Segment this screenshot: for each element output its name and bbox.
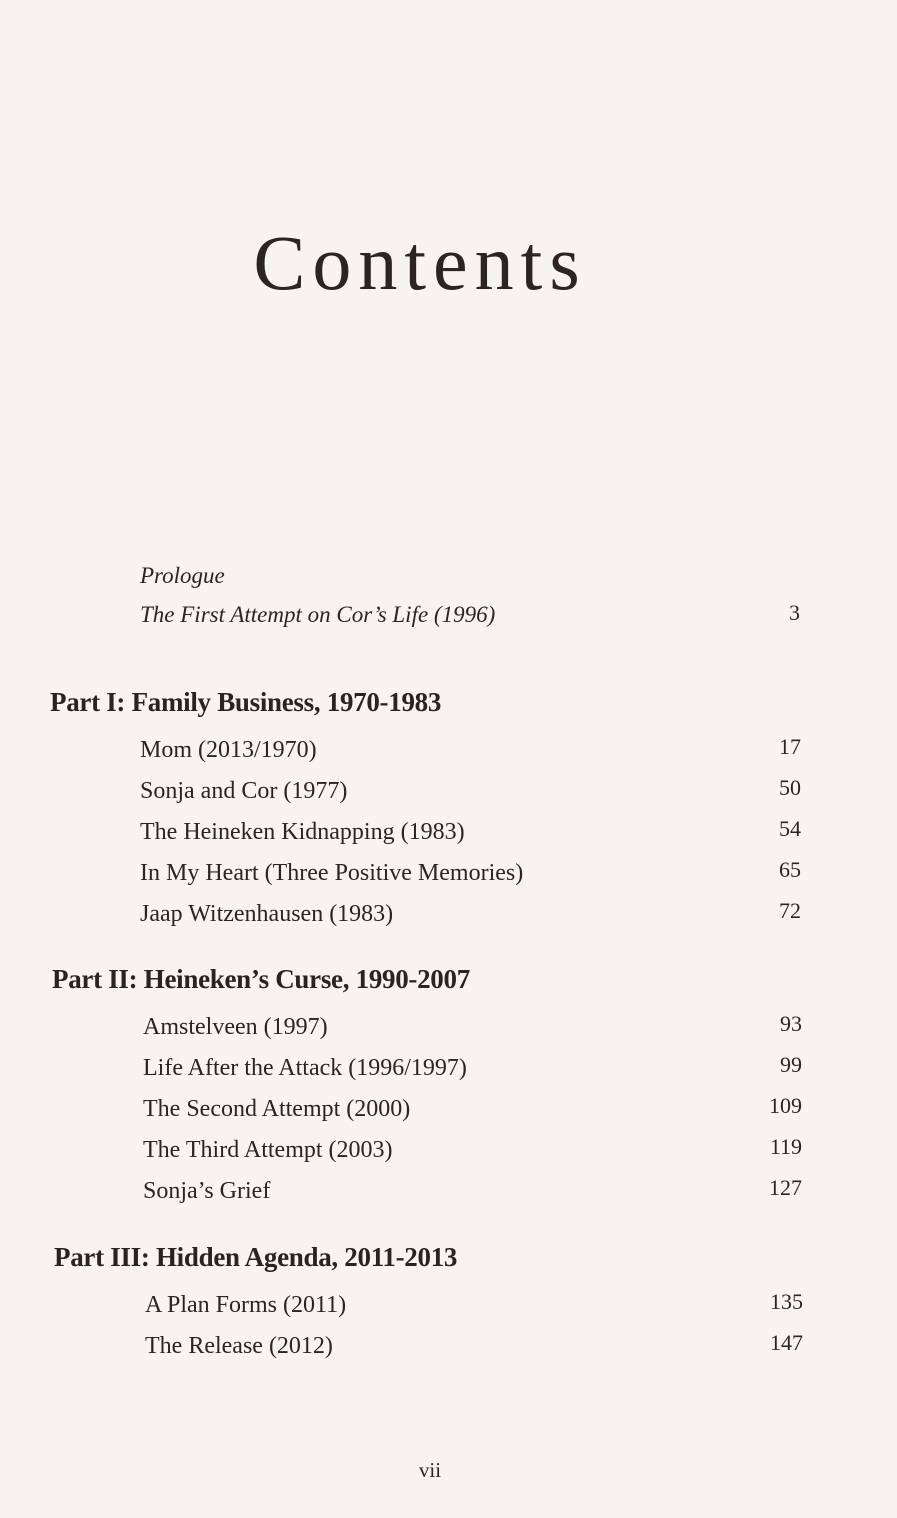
toc-entry-page: 17 <box>779 734 801 759</box>
toc-entry-page: 147 <box>770 1330 803 1355</box>
prologue-label: Prologue <box>140 563 225 588</box>
toc-entry-title: Sonja’s Grief <box>143 1178 271 1204</box>
toc-entry-title: Sonja and Cor (1977) <box>140 778 348 804</box>
toc-entry-title: The Release (2012) <box>145 1333 333 1359</box>
toc-entry-title: Amstelveen (1997) <box>143 1014 328 1040</box>
toc-entry-title: The Second Attempt (2000) <box>143 1096 411 1122</box>
toc-entry-title: Life After the Attack (1996/1997) <box>143 1055 467 1081</box>
toc-entry-page: 54 <box>779 816 801 841</box>
toc-entry-title: The Heineken Kidnapping (1983) <box>140 819 465 845</box>
toc-entry-page: 119 <box>769 1134 802 1159</box>
toc-entry-page: 50 <box>779 775 801 800</box>
toc-entry-title: Jaap Witzenhausen (1983) <box>140 901 394 927</box>
part-3-heading: Part III: Hidden Agenda, 2011-2013 <box>54 1242 458 1272</box>
part-1-heading: Part I: Family Business, 1970-1983 <box>50 687 442 717</box>
prologue-page-number: 3 <box>789 600 800 625</box>
page-title: Contents <box>253 219 587 306</box>
page-folio: vii <box>418 1458 442 1482</box>
toc-entry-page: 93 <box>780 1011 802 1036</box>
toc-entry-page: 99 <box>780 1052 802 1077</box>
toc-entry-title: Mom (2013/1970) <box>140 737 317 763</box>
toc-entry-page: 65 <box>779 857 801 882</box>
part-2-heading: Part II: Heineken’s Curse, 1990-2007 <box>52 964 470 994</box>
toc-entry-page: 135 <box>770 1289 803 1314</box>
toc-entry-page: 72 <box>779 898 801 923</box>
toc-entry-title: The Third Attempt (2003) <box>143 1137 393 1163</box>
toc-entry-title: In My Heart (Three Positive Memories) <box>140 860 524 886</box>
toc-entry-title: A Plan Forms (2011) <box>145 1292 347 1318</box>
toc-entry-page: 109 <box>769 1093 802 1118</box>
prologue-title: The First Attempt on Cor’s Life (1996) <box>140 602 496 627</box>
toc-entry-page: 127 <box>769 1175 802 1200</box>
